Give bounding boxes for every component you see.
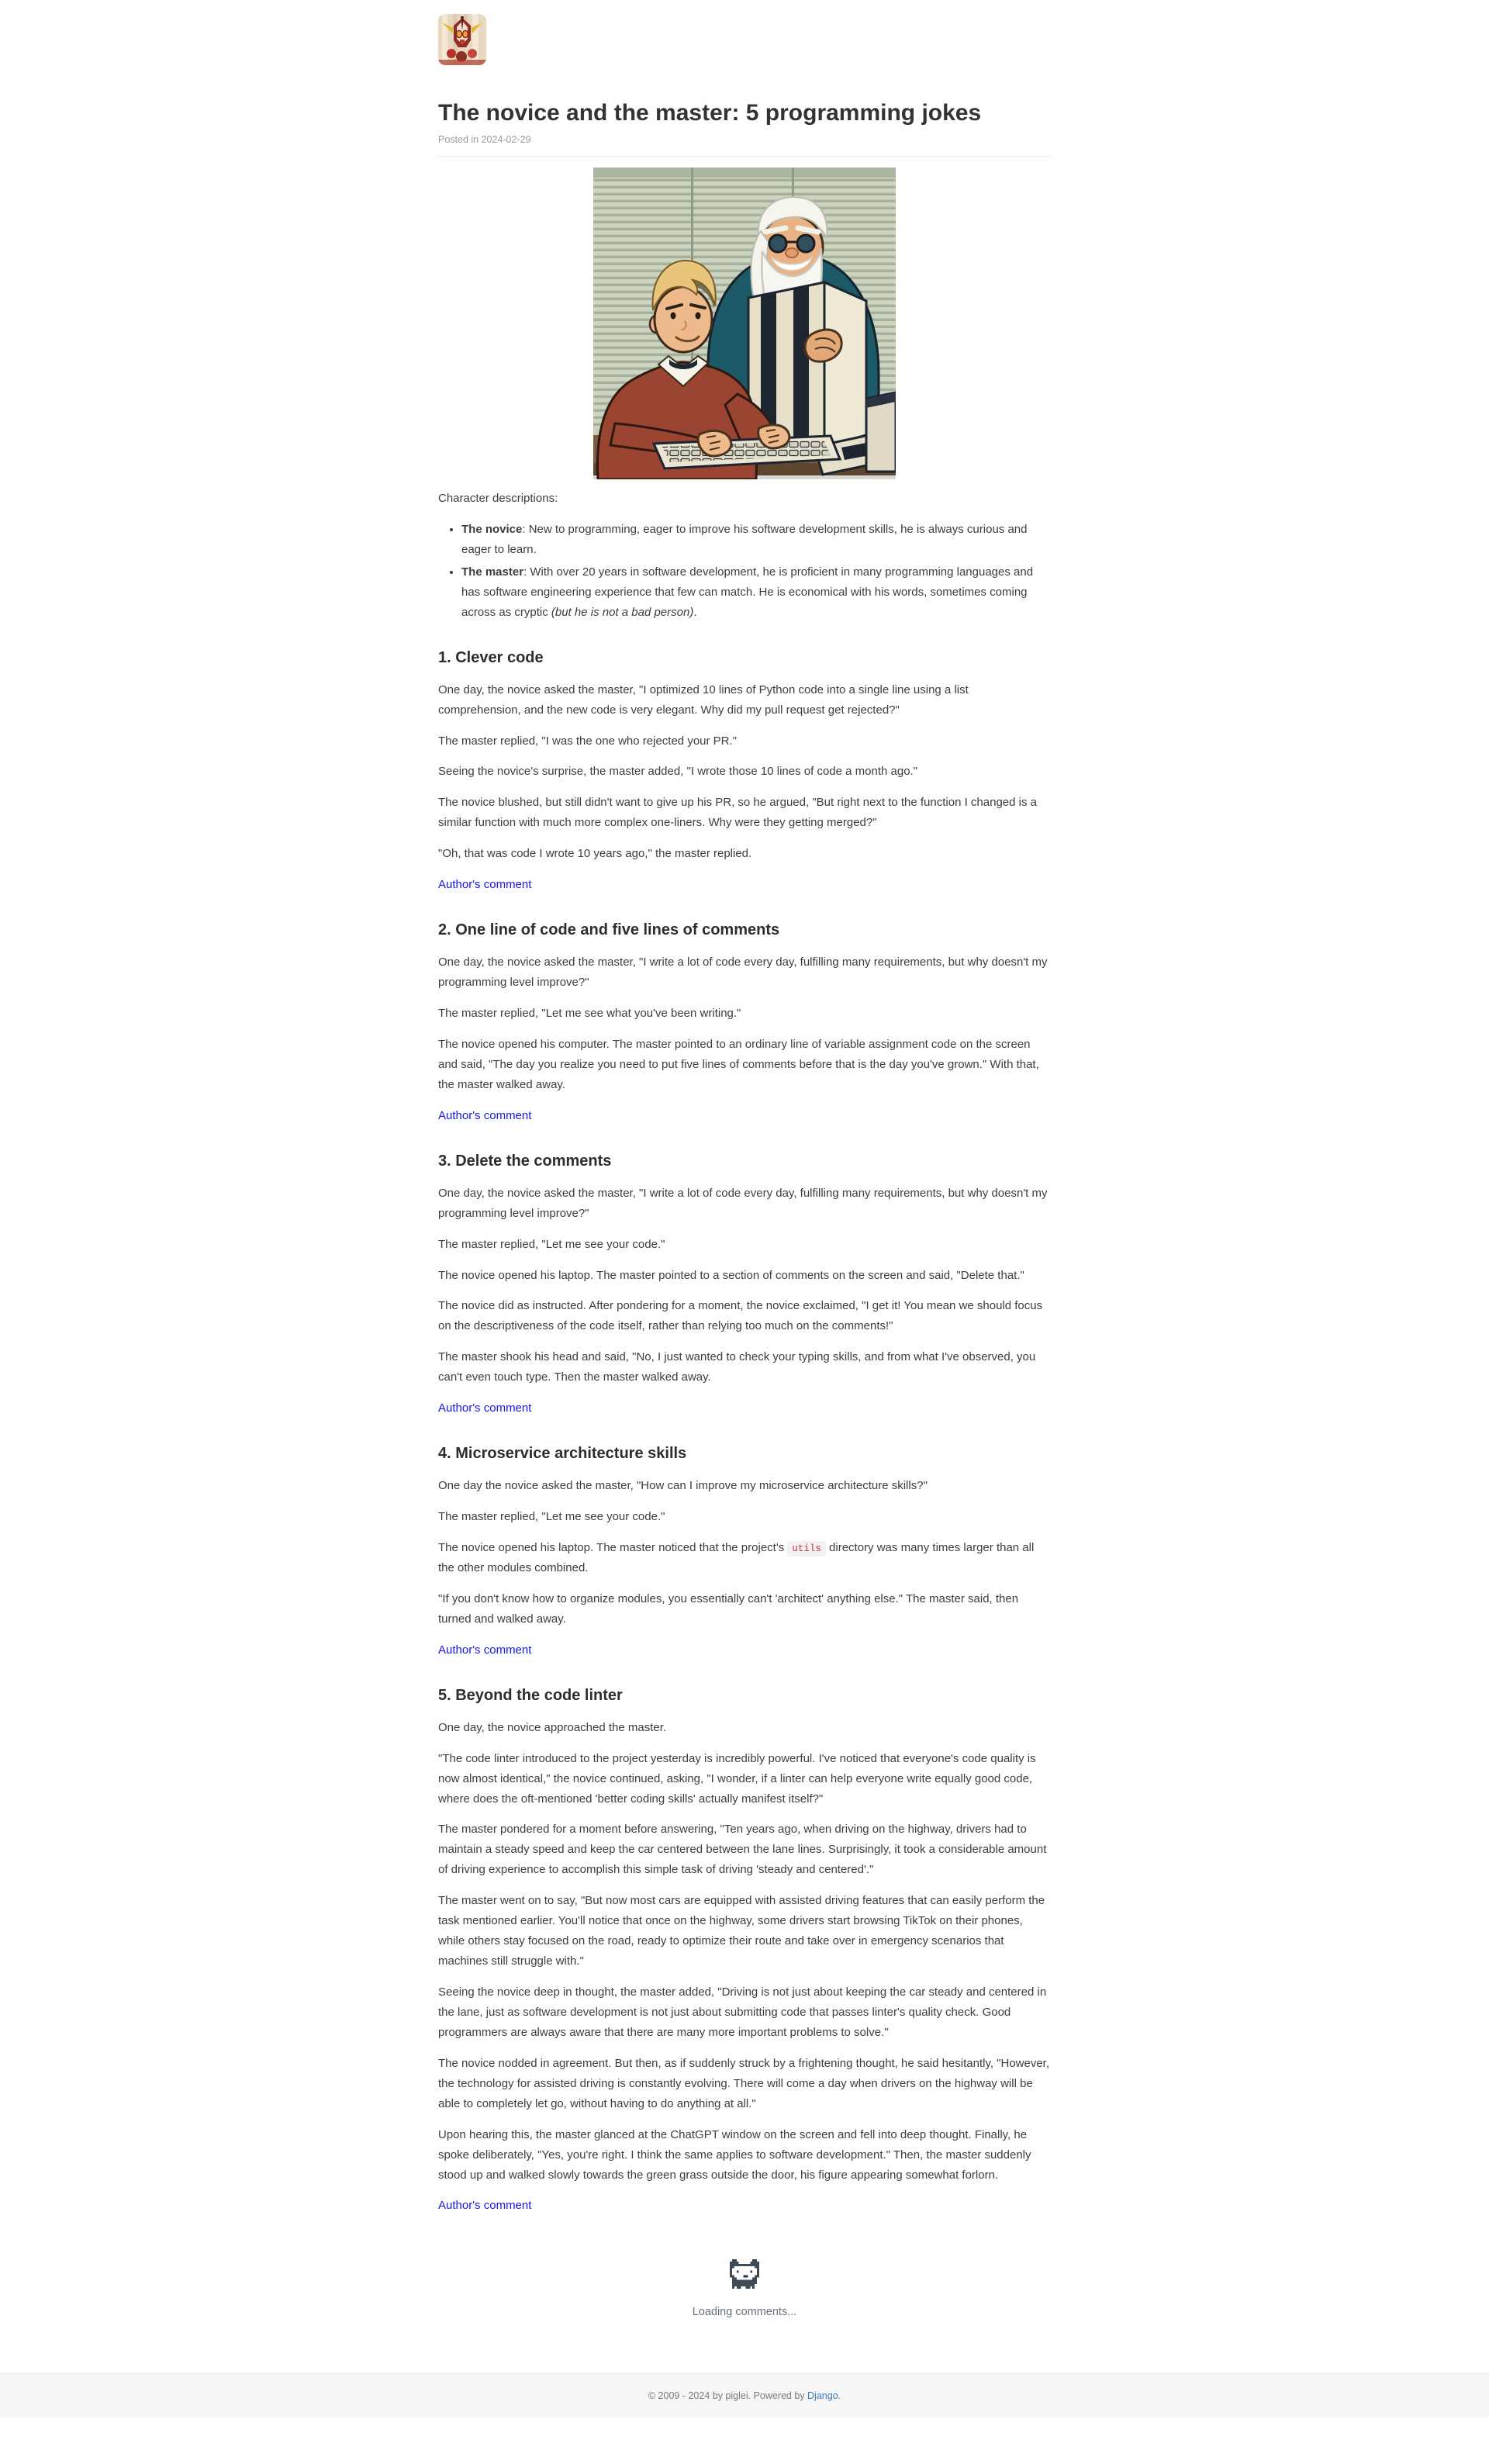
paragraph: The novice nodded in agreement. But then, as if suddenly struck by a frightening thought, he said hesitantly, "However, the technology for assisted driving is constantly evolving. There will come a day when drivers on the highway will be able to completely let go, without having to do anything at all." bbox=[438, 2056, 1050, 2110]
divider bbox=[438, 156, 1051, 157]
comments-area bbox=[438, 2259, 1051, 2322]
author-comment-row bbox=[438, 1106, 1051, 1126]
paragraph: The master went on to say, "But now most cars are equipped with assisted driving features that can easily perform the task mentioned earlier. You'll notice that once on the highway, some drivers start browsing TikTok on their phones, while others stay focused on the road, ready to optimize their route and take over in emergency scenarios that machines still struggle with." bbox=[438, 1894, 1045, 1968]
paragraph: Upon hearing this, the master glanced at the ChatGPT window on the screen and fell into deep thought. Finally, he spoke deliberately, "Yes, you're right. I think the same applies to software development." Then, the master suddenly stood up and walked slowly towards the green grass outside the door, his figure appearing somewhat forlorn. bbox=[438, 2127, 1031, 2182]
paragraph: The master shook his head and said, "No, I just wanted to check your typing skills, and from what I've observed, you can't even touch type. Then the master walked away. bbox=[438, 1350, 1036, 1384]
joke-section bbox=[438, 1153, 1051, 1419]
joke-section bbox=[438, 921, 1051, 1126]
pixel-cat-icon bbox=[730, 2259, 759, 2289]
character-item: • The master: With over 20 years in software development, he is proficient in many programming languages and has software engineering experience that few can match. He is economical with his words, sometimes coming across as cryptic (but he is not a bad person). bbox=[461, 562, 1051, 623]
inline-code: utils bbox=[787, 1541, 826, 1557]
paragraph: One day, the novice asked the master, "I write a lot of code every day, fulfilling many requirements, but why doesn't my programming level improve?" bbox=[438, 1186, 1048, 1220]
paragraph: One day, the novice approached the master. bbox=[438, 1720, 667, 1734]
paragraph: The master replied, "I was the one who rejected your PR." bbox=[438, 734, 737, 748]
django-link[interactable]: Django bbox=[807, 2390, 838, 2402]
author-comment-row bbox=[438, 875, 1051, 895]
copyright-text: © 2009 - 2024 by piglei. Powered by bbox=[648, 2390, 808, 2402]
section-heading: 2. One line of code and five lines of comments bbox=[438, 921, 780, 939]
paragraph: One day the novice asked the master, "How can I improve my microservice architecture skills?" bbox=[438, 1479, 928, 1493]
site-footer bbox=[0, 2373, 1489, 2418]
author-comment-row bbox=[438, 2196, 1051, 2216]
authors-comment-link[interactable]: Author's comment bbox=[438, 1401, 532, 1415]
footer-suffix: . bbox=[838, 2390, 841, 2402]
paragraph: The master replied, "Let me see your code." bbox=[438, 1237, 665, 1251]
paragraph: The master pondered for a moment before answering, "Ten years ago, when driving on the highway, drivers had to maintain a steady speed and keep the car centered between the lane lines. Surprisingly, it took a considerable amount of driving experience to accomplish this simple task of driving 'steady and centered'." bbox=[438, 1823, 1047, 1877]
novice-and-master-illustration bbox=[593, 168, 896, 479]
authors-comment-link[interactable]: Author's comment bbox=[438, 2199, 532, 2213]
paragraph: Seeing the novice's surprise, the master added, "I wrote those 10 lines of code a month ago." bbox=[438, 765, 918, 779]
authors-comment-link[interactable]: Author's comment bbox=[438, 1108, 532, 1122]
page-title: The novice and the master: 5 programming jokes bbox=[438, 100, 982, 126]
paragraph: One day, the novice asked the master, "I optimized 10 lines of Python code into a single line using a list comprehension, and the new code is very elegant. Why did my pull request get rejected?" bbox=[438, 683, 969, 717]
page-container bbox=[438, 14, 1051, 2322]
robot-avatar-icon[interactable] bbox=[438, 14, 486, 65]
section-heading: 3. Delete the comments bbox=[438, 1152, 612, 1170]
author-comment-row bbox=[438, 1398, 1051, 1419]
character-list bbox=[438, 520, 1051, 623]
paragraph: "Oh, that was code I wrote 10 years ago," the master replied. bbox=[438, 847, 752, 861]
joke-section bbox=[438, 1687, 1051, 2217]
joke-section bbox=[438, 649, 1051, 896]
characters-intro: Character descriptions: bbox=[438, 492, 558, 505]
post-date: Posted in 2024-02-29 bbox=[438, 134, 531, 145]
paragraph: The novice opened his laptop. The master noticed that the project's utils directory was many times larger than all the other modules combined. bbox=[438, 1541, 1035, 1574]
hero-figure bbox=[438, 168, 1051, 479]
paragraph: The novice did as instructed. After pondering for a moment, the novice exclaimed, "I get it! You mean we should focus on the descriptiveness of the code itself, rather than relying too much on the comments!" bbox=[438, 1299, 1043, 1333]
paragraph: The novice blushed, but still didn't want to give up his PR, so he argued, "But right next to the function I changed is a similar function with much more complex one-liners. Why were they getting merged?" bbox=[438, 796, 1037, 830]
loading-comments-text: Loading comments... bbox=[692, 2306, 797, 2319]
article-sections bbox=[438, 649, 1051, 2217]
character-item: • The novice: New to programming, eager to improve his software development skills, he is always curious and eager to learn. bbox=[461, 520, 1051, 560]
authors-comment-link[interactable]: Author's comment bbox=[438, 1643, 532, 1657]
paragraph: The novice opened his laptop. The master pointed to a section of comments on the screen and said, "Delete that." bbox=[438, 1268, 1024, 1282]
joke-section bbox=[438, 1445, 1051, 1661]
paragraph: The master replied, "Let me see what you've been writing." bbox=[438, 1007, 741, 1020]
paragraph: The novice opened his computer. The master pointed to an ordinary line of variable assignment code on the screen and said, "The day you realize you need to put five lines of comments before that is the day you've grown." With that, the master walked away. bbox=[438, 1037, 1039, 1091]
paragraph: Seeing the novice deep in thought, the master added, "Driving is not just about keeping the car steady and centered in the lane, just as software development is not just about submitting code that passes linter's quality check. Good programmers are always aware that there are many more important problems to solve." bbox=[438, 1985, 1047, 2039]
section-heading: 1. Clever code bbox=[438, 648, 544, 666]
author-comment-row bbox=[438, 1640, 1051, 1661]
paragraph: "The code linter introduced to the project yesterday is incredibly powerful. I've noticed that everyone's code quality is now almost identical," the novice continued, asking, "I wonder, if a linter can help everyone write equally good code, where does the oft-mentioned 'better coding skills' actually manifest itself?" bbox=[438, 1751, 1036, 1806]
paragraph: "If you don't know how to organize modules, you essentially can't 'architect' anything else." The master said, then turned and walked away. bbox=[438, 1591, 1019, 1626]
authors-comment-link[interactable]: Author's comment bbox=[438, 878, 532, 892]
section-heading: 4. Microservice architecture skills bbox=[438, 1445, 687, 1463]
paragraph: One day, the novice asked the master, "I write a lot of code every day, fulfilling many requirements, but why doesn't my programming level improve?" bbox=[438, 956, 1048, 990]
paragraph: The master replied, "Let me see your code." bbox=[438, 1510, 665, 1524]
section-heading: 5. Beyond the code linter bbox=[438, 1686, 623, 1704]
